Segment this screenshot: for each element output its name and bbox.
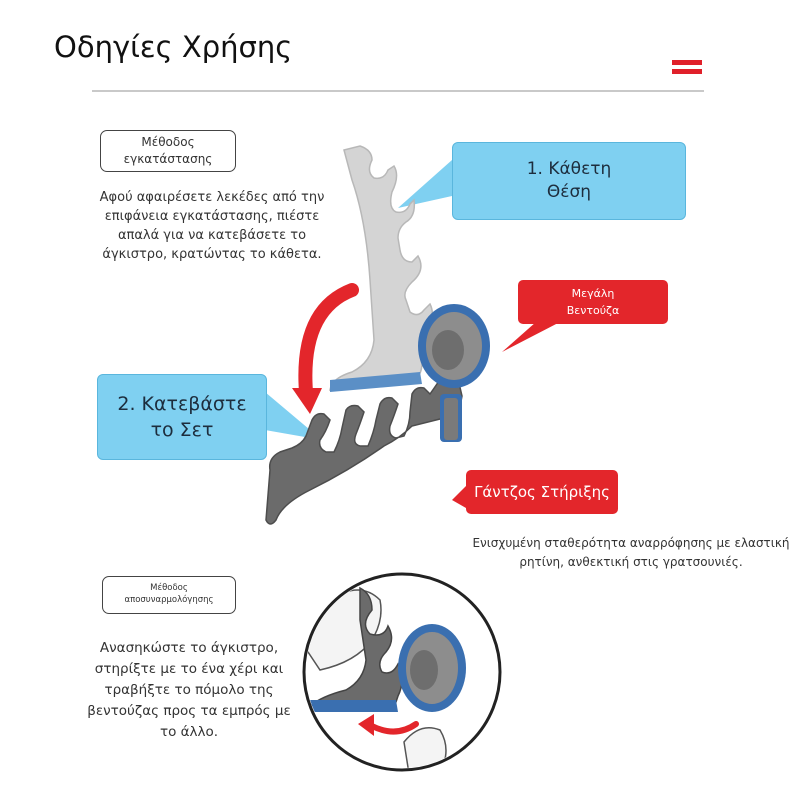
callout-step1-text: 1. Κάθετη Θέση — [526, 159, 612, 202]
callout-large-suction — [518, 280, 668, 324]
removal-method-label — [102, 576, 236, 614]
callout-step2 — [97, 374, 267, 460]
callout-step1 — [452, 142, 686, 220]
hook-rack-installed — [266, 370, 462, 524]
page-title: Οδηγίες Χρήσης — [54, 30, 293, 64]
installation-method-label — [100, 130, 236, 172]
removal-illustration — [300, 574, 500, 780]
callout-support-hook-text: Γάντζος Στήριξης — [474, 483, 610, 501]
callout-support-hook — [466, 470, 618, 514]
callout-tail-hook — [452, 486, 466, 508]
feature-note: Ενισχυμένη σταθερότητα αναρρόφησης με ελαστική ρητίνη, ανθεκτική στις γρατσουνιές. — [472, 536, 790, 569]
installation-instructions: Αφού αφαιρέσετε λεκέδες από την επιφάνεια εγκατάστασης, πιέστε απαλά για να κατεβάσετε το άγκιστρο, κρατώντας το κάθετα. — [99, 190, 325, 262]
callout-tail-step1 — [398, 160, 452, 208]
callout-step2-text: 2. Κατεβάστε το Σετ — [117, 393, 247, 441]
installation-method-text: Μέθοδος εγκατάστασης — [123, 135, 213, 166]
hook-rack-vertical — [330, 146, 432, 392]
callout-tail-suction — [502, 322, 560, 352]
down-arrow-icon — [292, 290, 352, 414]
removal-instructions: Ανασηκώστε το άγκιστρο, στηρίξτε με το ένα χέρι και τραβήξτε το πόμολο της βεντούζας προς τα εμπρός με το άλλο. — [87, 640, 291, 740]
removal-method-text: Μέθοδος αποσυναρμολόγησης — [124, 583, 214, 605]
callout-large-suction-text: Μεγάλη Βεντούζα — [566, 287, 620, 317]
